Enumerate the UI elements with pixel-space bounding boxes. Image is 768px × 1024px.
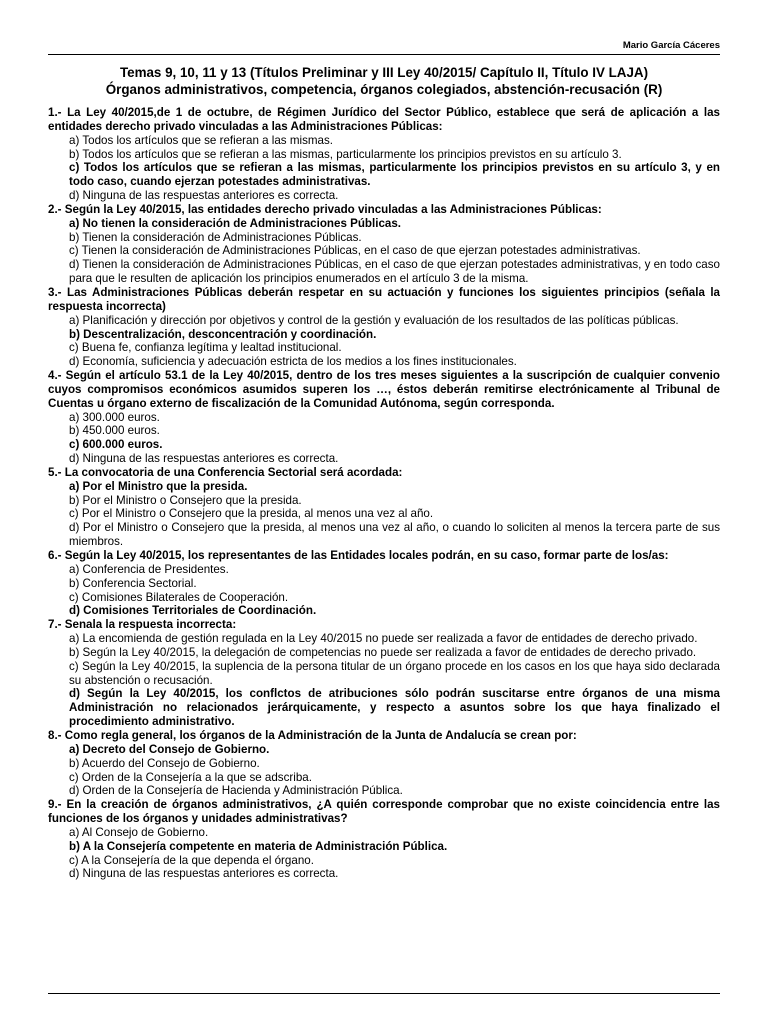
document-page — [48, 40, 720, 881]
answer-option: c) Comisiones Bilaterales de Cooperación. — [69, 590, 289, 604]
question-number: 8.- — [48, 728, 62, 742]
answer-option-correct: a) Decreto del Consejo de Gobierno. — [69, 742, 270, 756]
answer-option: a) La encomienda de gestión regulada en la Ley 40/2015 no puede ser realizada a favor de entidades de derecho privado. — [69, 632, 698, 646]
question-number: 5.- — [48, 465, 62, 479]
answer-option: d) Ninguna de las respuestas anteriores es correcta. — [69, 189, 339, 203]
answer-option: b) Tienen la consideración de Administraciones Públicas. — [69, 230, 362, 244]
question-number: 1.- — [48, 106, 62, 119]
answer-option: b) Por el Ministro o Consejero que la presida. — [69, 493, 302, 507]
answer-option: c) Tienen la consideración de Administraciones Públicas, en el caso de que ejerzan potestades administrativas. — [69, 244, 641, 258]
question-number: 4.- — [48, 369, 62, 383]
answer-option: c) Según la Ley 40/2015, la suplencia de la persona titular de un órgano procede en los casos en los que haya sido declarada su abstención o recusación. — [69, 659, 720, 687]
answer-option: a) 300.000 euros. — [69, 410, 160, 424]
answer-option: b) Acuerdo del Consejo de Gobierno. — [69, 756, 260, 770]
question-5 — [48, 466, 720, 480]
answer-option: a) Conferencia de Presidentes. — [69, 562, 229, 576]
answer-option: a) Planificación y dirección por objetivos y control de la gestión y evaluación de los resultados de las políticas públicas. — [69, 313, 679, 327]
title-block — [48, 65, 720, 98]
question-number: 7.- — [48, 618, 62, 632]
answer-option: b) Conferencia Sectorial. — [69, 576, 197, 590]
question-number: 3.- — [48, 285, 62, 299]
answer-option: a) Al Consejo de Gobierno. — [69, 825, 209, 839]
answer-option-correct: d) Comisiones Territoriales de Coordinación. — [69, 604, 317, 618]
question-text: Senala la respuesta incorrecta: — [64, 618, 237, 632]
question-3 — [48, 286, 720, 314]
answer-option: d) Por el Ministro o Consejero que la presida, al menos una vez al año, o cuando lo soliciten al menos la tercera parte de sus miembros. — [69, 521, 720, 549]
question-number: 6.- — [48, 549, 62, 562]
question-2 — [48, 203, 720, 217]
question-list — [48, 106, 720, 881]
answer-option: a) Todos los artículos que se refieran a las mismas. — [69, 133, 333, 147]
answer-option-correct: a) Por el Ministro que la presida. — [69, 479, 248, 493]
question-text: Como regla general, los órganos de la Administración de la Junta de Andalucía se crean por: — [64, 728, 577, 742]
answer-option-correct: c) Todos los artículos que se refieran a las mismas, particularmente los principios previstos en su artículo 3, y en todo caso, cuando ejerzan potestades administrativas. — [69, 161, 720, 189]
question-9 — [48, 798, 720, 826]
footer-rule — [48, 993, 720, 994]
question-text: La Ley 40/2015,de 1 de octubre, de Régimen Jurídico del Sector Público, establece que será de aplicación a las entidades derecho privado vinculadas a las Administraciones Públicas: — [48, 106, 720, 133]
question-6 — [48, 549, 720, 563]
question-text: En la creación de órganos administrativos, ¿A quién corresponde comprobar que no existe coincidencia entre las funciones de los órganos y unidades administrativas? — [48, 798, 720, 826]
answer-option: b) Según la Ley 40/2015, la delegación de competencias no puede ser realizada a favor de entidades de derecho privado. — [69, 645, 697, 659]
answer-option: d) Ninguna de las respuestas anteriores es correcta. — [69, 867, 339, 881]
answer-option: c) A la Consejería de la que dependa el órgano. — [69, 853, 314, 867]
answer-option: c) Orden de la Consejería a la que se adscriba. — [69, 770, 312, 784]
answer-option: d) Ninguna de las respuestas anteriores es correcta. — [69, 452, 339, 466]
question-number: 9.- — [48, 798, 62, 812]
answer-option: d) Economía, suficiencia y adecuación estricta de los medios a los fines institucionales. — [69, 355, 517, 369]
answer-option-correct: b) Descentralización, desconcentración y coordinación. — [69, 327, 377, 341]
question-7 — [48, 618, 720, 632]
answer-option: c) Buena fe, confianza legítima y lealtad institucional. — [69, 341, 342, 355]
title-line-1: Temas 9, 10, 11 y 13 (Títulos Preliminar y III Ley 40/2015/ Capítulo II, Título IV LAJA) — [119, 65, 649, 80]
question-1 — [48, 106, 720, 134]
header-author: Mario García Cáceres — [48, 40, 720, 55]
answer-option: c) Por el Ministro o Consejero que la presida, al menos una vez al año. — [69, 507, 434, 521]
question-text: Las Administraciones Públicas deberán respetar en su actuación y funciones los siguientes principios (señala la respuesta incorrecta) — [48, 285, 720, 313]
question-text: Según la Ley 40/2015, los representantes de las Entidades locales podrán, en su caso, formar parte de los/as: — [64, 549, 669, 562]
question-8 — [48, 729, 720, 743]
answer-option-correct: c) 600.000 euros. — [69, 438, 163, 452]
answer-option-correct: a) No tienen la consideración de Administraciones Públicas. — [69, 216, 402, 230]
title-line-2: Órganos administrativos, competencia, órganos colegiados, abstención-recusación (R) — [105, 81, 663, 97]
answer-option: b) 450.000 euros. — [69, 424, 160, 438]
question-text: Según la Ley 40/2015, las entidades derecho privado vinculadas a las Administraciones Públicas: — [64, 202, 602, 216]
question-4 — [48, 369, 720, 411]
question-text: La convocatoria de una Conferencia Sectorial será acordada: — [64, 465, 403, 479]
question-text: Según el artículo 53.1 de la Ley 40/2015, dentro de los tres meses siguientes a la suscripción de cualquier convenio cuyos compromisos económicos asumidos superen los …, éstos deberán remitirse electrónicamente al Tribunal de Cuentas u órgano externo de fiscalización de la Comunidad Autónoma, según corresponda. — [48, 369, 720, 410]
answer-option: b) Todos los artículos que se refieran a las mismas, particularmente los principios previstos en su artículo 3. — [69, 147, 622, 161]
answer-option: d) Orden de la Consejería de Hacienda y Administración Pública. — [69, 784, 403, 798]
answer-option: d) Tienen la consideración de Administraciones Públicas, en el caso de que ejerzan potestades administrativas, y en todo caso para que le resulten de aplicación los principios enumerados en el artículo 3 de la misma. — [69, 258, 720, 286]
answer-option-correct: b) A la Consejería competente en materia de Administración Pública. — [69, 839, 448, 853]
answer-option-correct: d) Según la Ley 40/2015, los conflctos de atribuciones sólo podrán suscitarse entre órganos de una misma Administración no relacionados jerárquicamente, y respecto a asuntos sobre los que haya finalizado el procedimiento administrativo. — [69, 687, 720, 729]
question-number: 2.- — [48, 202, 62, 216]
